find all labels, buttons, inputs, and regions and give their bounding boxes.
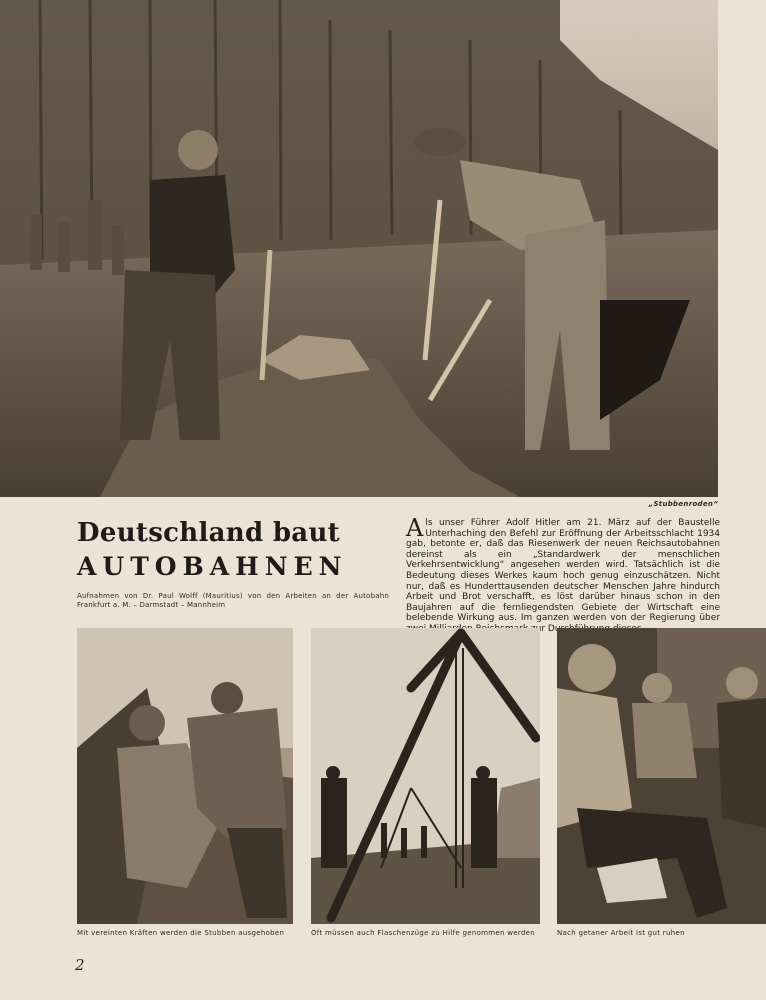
hero-photo-image [0, 0, 718, 497]
photo-stump-lifting [77, 628, 293, 924]
photo-caption: Oft müssen auch Flaschenzüge zu Hilfe genommen werden [311, 929, 536, 937]
hero-photo-caption: „Stubbenroden“ [648, 500, 718, 508]
photo-pulley-tripod-image [311, 628, 540, 924]
photo-caption: Nach getaner Arbeit ist gut ruhen [557, 929, 685, 937]
photo-credit: Aufnahmen von Dr. Paul Wolff (Mauritius) von den Arbeiten an der Autobahn Frankfurt a. M. – Darmstadt – Mannheim [77, 592, 389, 609]
article-body: Als unser Führer Adolf Hitler am 21. März auf der Baustelle Unterhaching den Befehl zur Eröffnung der Arbeitsschlacht 1934 gab, betonte er, daß das Riesenwerk der neuen Reichsautobahnen dereinst als ein „Standardwerk der menschlichen Verkehrsentwicklung“ angesehen werden wird. Tatsächlich ist die Bedeutung dieses Werkes kaum hoch genug einzuschätzen. Nicht nur, daß es Hunderttausenden deutscher Menschen Jahre hindurch Arbeit und Brot verschafft, es löst darüber hinaus schon in den Baujahren auf die fernliegendsten Gebiete der Wirtschaft eine belebende Wirkung aus. Im ganzen werden von der Regierung über [406, 514, 720, 624]
photo-stump-lifting-image [77, 628, 293, 924]
page-number: 2 [75, 956, 85, 974]
photo-pulley-tripod [311, 628, 540, 924]
hero-photo-stump-clearing [0, 0, 718, 497]
photo-workers-resting [557, 628, 766, 924]
headline-line-1: Deutschland baut [77, 518, 340, 548]
photo-caption: Mit vereinten Kräften werden die Stubben ausgehoben [77, 929, 285, 937]
photo-workers-resting-image [557, 628, 766, 924]
headline-line-2: AUTOBAHNEN [77, 552, 348, 581]
